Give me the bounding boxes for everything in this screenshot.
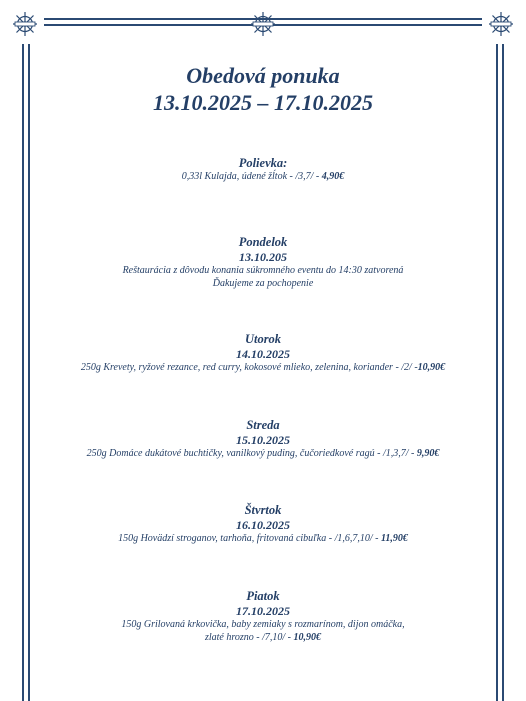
menu-section-tuesday	[60, 332, 466, 375]
menu-item	[60, 362, 466, 375]
border-left-inner	[28, 44, 30, 701]
menu-item	[60, 448, 466, 461]
menu-title: Obedová ponuka	[186, 63, 340, 88]
ship-wheel-emblem-icon	[249, 10, 277, 38]
notice-line: Ďakujeme za pochopenie	[212, 277, 314, 289]
section-date: 15.10.2025	[236, 433, 290, 447]
section-heading: Polievka:	[238, 156, 288, 170]
item-description: 250g Domáce dukátové buchtičky, vanilkový puding, čučoriedkové ragú - /1,3,7/ -	[86, 448, 417, 459]
ship-wheel-emblem-icon	[487, 10, 515, 38]
border-left-outer	[22, 44, 24, 701]
item-price: 10,90€	[293, 631, 321, 643]
border-right-outer	[502, 44, 504, 701]
section-date: 14.10.2025	[236, 347, 290, 361]
item-price: 9,90€	[416, 448, 440, 459]
menu-section-friday	[60, 589, 466, 644]
section-heading: Pondelok	[238, 235, 288, 249]
item-description: 150g Hovädzí stroganov, tarhoňa, fritovaná cibuľka - /1,6,7,10/ -	[118, 533, 381, 544]
menu-item	[60, 632, 466, 645]
item-description: 250g Krevety, ryžové rezance, red curry, kokosové mlieko, zelenina, koriander - /2/ -	[80, 362, 418, 373]
section-date: 16.10.2025	[236, 518, 290, 532]
menu-section-wednesday	[60, 418, 466, 461]
section-date: 17.10.2025	[236, 604, 290, 618]
menu-item	[60, 171, 466, 184]
section-heading: Štvrtok	[244, 503, 282, 517]
menu-section-thursday	[60, 503, 466, 546]
menu-item-line: 150g Grilovaná krkovička, baby zemiaky s rozmarínom, dijon omáčka,	[121, 619, 405, 630]
ship-wheel-emblem-icon	[11, 10, 39, 38]
item-price: 11,90€	[380, 533, 408, 544]
notice-line: Reštaurácia z dôvodu konania súkromného eventu do 14:30 zatvorená	[122, 265, 404, 276]
item-description: 0,33l Kulajda, údené žĺtok - /3,7/ -	[181, 171, 322, 182]
menu-section-soup	[60, 156, 466, 184]
border-right-inner	[496, 44, 498, 701]
section-heading: Utorok	[244, 332, 282, 346]
menu-date-range: 13.10.2025 – 17.10.2025	[153, 90, 373, 115]
item-description: zlaté hrozno - /7,10/ -	[204, 631, 294, 643]
section-date: 13.10.205	[239, 250, 287, 264]
section-heading: Streda	[246, 418, 280, 432]
menu-item	[60, 533, 466, 546]
menu-section-monday	[60, 235, 466, 290]
section-heading: Piatok	[246, 589, 280, 603]
item-price: 10,90€	[417, 362, 446, 373]
item-price: 4,90€	[321, 171, 345, 182]
